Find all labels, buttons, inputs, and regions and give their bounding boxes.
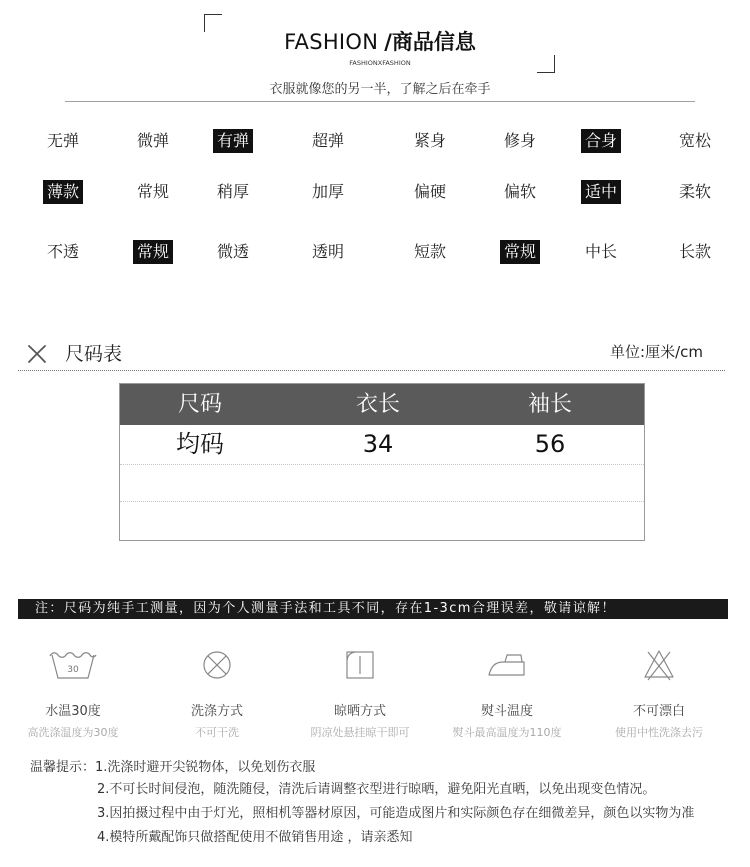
size-table-header	[120, 384, 644, 425]
size-table	[119, 383, 645, 541]
option-label: 紧身	[413, 131, 446, 150]
column-header-length: 衣长	[355, 392, 400, 417]
elasticity-option	[23, 129, 103, 153]
tip-line: 4.模特所戴配饰只做搭配使用不做销售用途 ，请亲悉知	[97, 830, 413, 845]
option-label: 长款	[678, 242, 711, 261]
elasticity-option	[288, 129, 368, 153]
title-english: FASHION	[284, 30, 379, 54]
size-chart-unit: 单位:厘米/cm	[610, 343, 703, 361]
sleeve-cell: 56	[534, 430, 566, 458]
care-item	[147, 644, 287, 744]
option-label: 透明	[311, 242, 344, 261]
care-detail: 阴凉处悬挂晾干即可	[310, 726, 410, 739]
option-label: 柔软	[678, 182, 711, 201]
transparency-option	[193, 240, 273, 264]
option-label: 薄款	[43, 180, 83, 204]
tip-line: 3.因拍摄过程中由于灯光，照相机等器材原因，可能造成图片和实际颜色存在细微差异，颜色以实物为准	[97, 806, 695, 821]
no-bleach-icon	[589, 644, 729, 686]
column-header-size: 尺码	[177, 392, 222, 417]
section-divider	[18, 370, 725, 371]
tip-line: 2.不可长时间侵泡，随洗随侵，清洗后请调整衣型进行晾晒，避免阳光直晒，以免出现变色情况。	[97, 782, 656, 797]
elasticity-option	[193, 129, 273, 153]
option-label: 适中	[581, 180, 621, 204]
option-label: 微弹	[136, 131, 169, 150]
wash-tub-icon	[3, 644, 143, 686]
softness-option	[390, 180, 470, 204]
option-label: 有弹	[213, 129, 253, 153]
option-label: 修身	[503, 131, 536, 150]
thickness-option	[113, 180, 193, 204]
length-option	[390, 240, 470, 264]
care-item	[3, 644, 143, 744]
shade-dry-icon	[290, 644, 430, 686]
transparency-option	[23, 240, 103, 264]
care-label: 不可漂白	[632, 704, 685, 719]
option-label: 加厚	[311, 182, 344, 201]
care-label: 洗涤方式	[190, 704, 243, 719]
option-label: 合身	[581, 129, 621, 153]
option-label: 中长	[584, 242, 617, 261]
option-label: 偏软	[503, 182, 536, 201]
wash-temperature-text: 30	[67, 665, 79, 675]
option-label: 常规	[133, 240, 173, 264]
size-chart-title: 尺码表	[65, 343, 123, 365]
tip-line	[30, 760, 315, 776]
measurement-notice: 注：尺码为纯手工测量，因为个人测量手法和工具不同，存在1-3cm合理误差，敬请谅解！	[18, 599, 728, 619]
length-option	[561, 240, 641, 264]
option-label: 无弹	[46, 131, 79, 150]
fit-option	[655, 129, 735, 153]
size-cell: 均码	[176, 430, 224, 458]
thickness-option	[23, 180, 103, 204]
care-label: 熨斗温度	[480, 704, 533, 719]
transparency-option	[113, 240, 193, 264]
softness-option	[655, 180, 735, 204]
length-option	[480, 240, 560, 264]
option-label: 稍厚	[216, 182, 249, 201]
table-row	[120, 425, 644, 464]
softness-option	[480, 180, 560, 204]
option-label: 宽松	[678, 131, 711, 150]
tip-text: 1.洗涤时避开尖锐物体，以免划伤衣服	[95, 760, 316, 775]
thickness-option	[288, 180, 368, 204]
page-title	[180, 30, 580, 54]
column-header-sleeve: 袖长	[527, 392, 572, 417]
care-item	[290, 644, 430, 744]
care-detail: 不可干洗	[195, 726, 239, 739]
corner-bracket-bottom-right	[537, 55, 555, 73]
title-subtext: FASHIONXFASHION	[349, 59, 411, 67]
option-label: 常规	[500, 240, 540, 264]
care-detail: 高洗涤温度为30度	[27, 726, 119, 739]
thickness-option	[193, 180, 273, 204]
fit-option	[561, 129, 641, 153]
option-label: 短款	[413, 242, 446, 261]
option-label: 常规	[136, 182, 169, 201]
iron-icon	[437, 644, 577, 686]
no-dry-clean-icon	[147, 644, 287, 686]
care-item	[437, 644, 577, 744]
option-label: 超弹	[311, 131, 344, 150]
care-item	[589, 644, 729, 744]
fit-option	[390, 129, 470, 153]
care-label: 水温30度	[45, 704, 101, 719]
row-divider	[120, 464, 644, 465]
fit-option	[480, 129, 560, 153]
title-chinese: /商品信息	[384, 30, 476, 54]
scissors-icon	[26, 343, 48, 365]
softness-option	[561, 180, 641, 204]
care-detail: 使用中性洗涤去污	[615, 726, 703, 739]
transparency-option	[288, 240, 368, 264]
tips-prefix: 温馨提示：	[30, 760, 96, 775]
option-label: 不透	[46, 242, 79, 261]
row-divider	[120, 501, 644, 502]
tagline: 衣服就像您的另一半，了解之后在牵手	[269, 82, 491, 97]
option-label: 偏硬	[413, 182, 446, 201]
care-detail: 熨斗最高温度为110度	[452, 726, 562, 739]
elasticity-option	[113, 129, 193, 153]
length-option	[655, 240, 735, 264]
option-label: 微透	[216, 242, 249, 261]
care-label: 晾晒方式	[333, 704, 386, 719]
length-cell: 34	[362, 430, 394, 458]
header-divider	[65, 101, 695, 102]
